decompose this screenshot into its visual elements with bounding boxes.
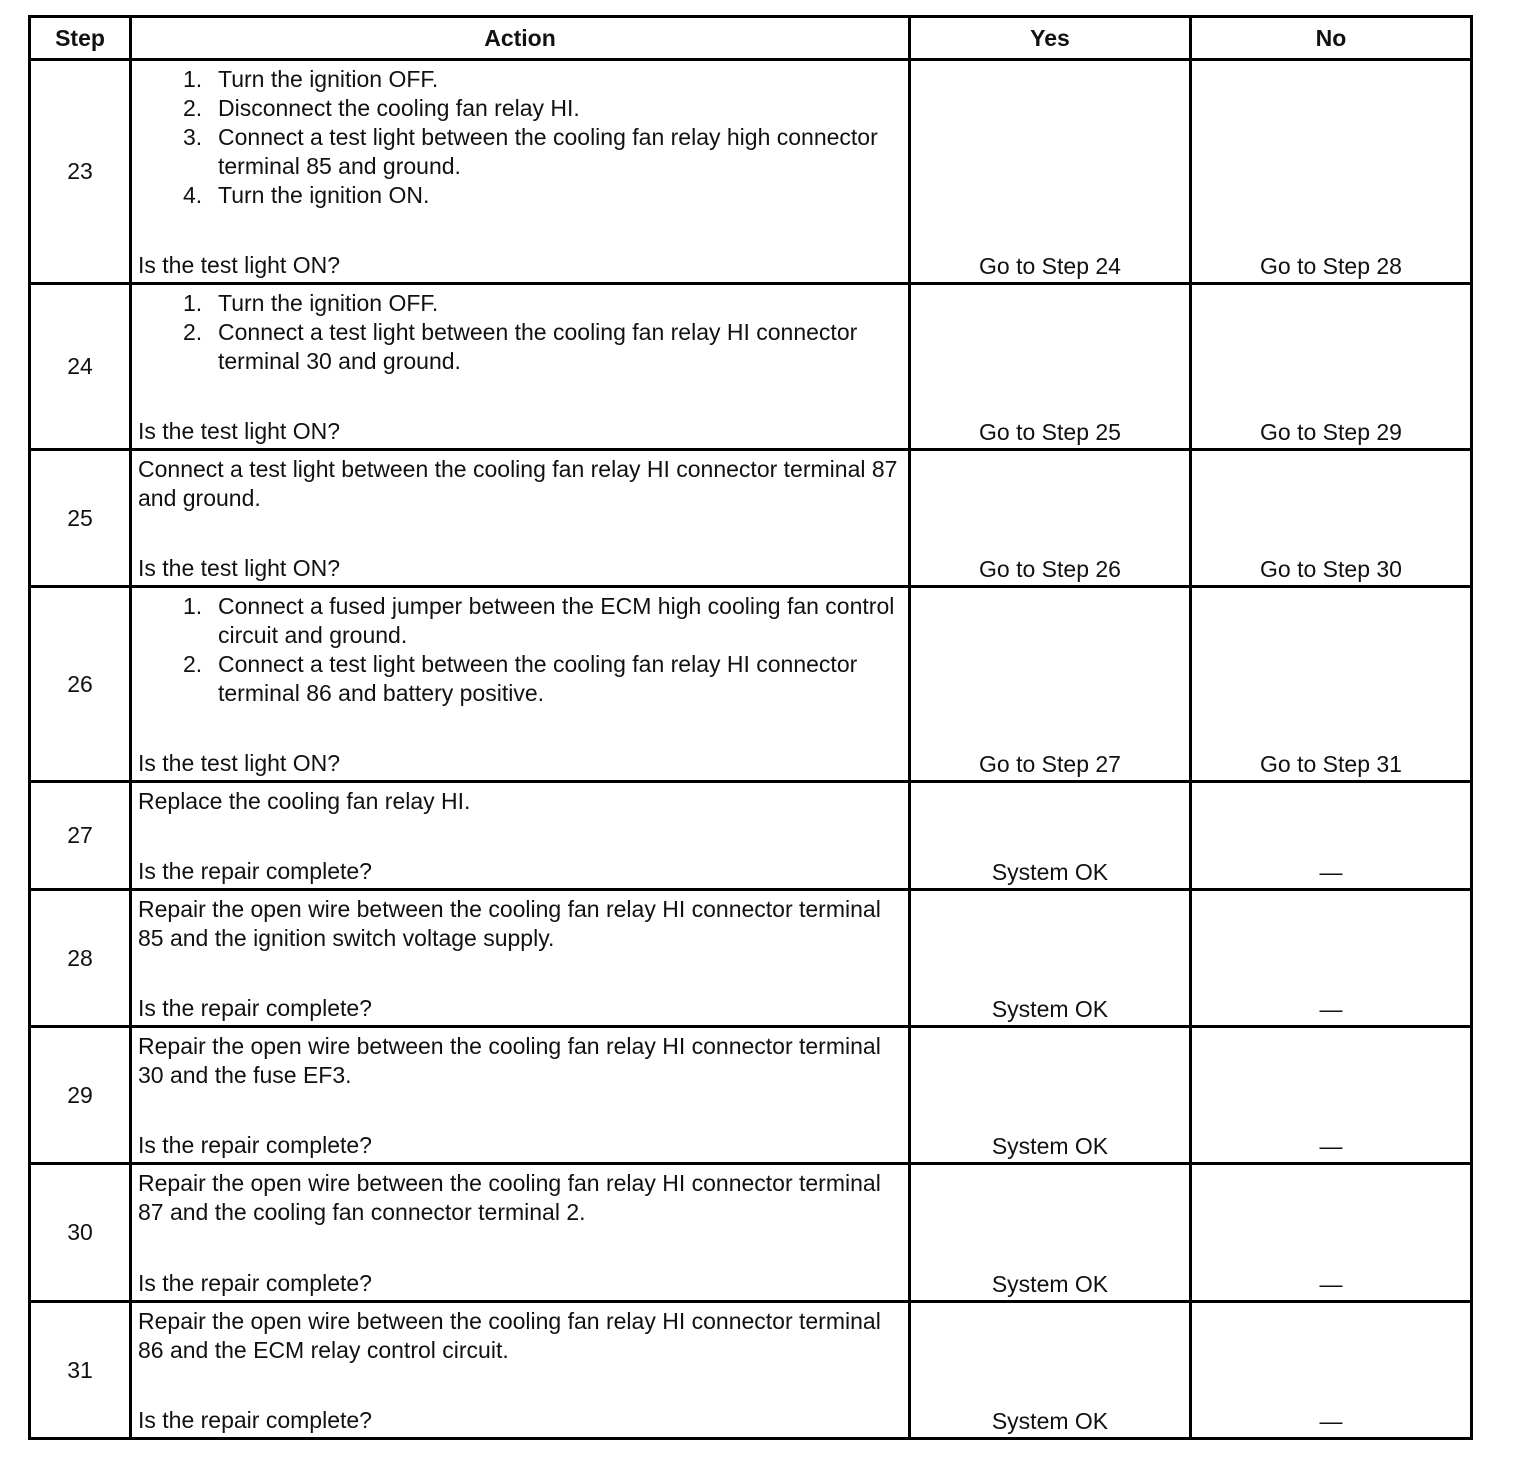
action-question: Is the repair complete?: [138, 1132, 372, 1158]
action-cell: [131, 1164, 910, 1302]
table-row: [30, 587, 1472, 782]
table-body: [30, 60, 1472, 1439]
step-number: 26: [30, 587, 131, 782]
action-steps-list: [138, 65, 902, 210]
action-question: Is the test light ON?: [138, 750, 340, 776]
yes-result: System OK: [910, 1302, 1191, 1439]
action-question: Is the repair complete?: [138, 858, 372, 884]
action-question: Is the test light ON?: [138, 252, 340, 278]
action-cell: [131, 587, 910, 782]
header-step: Step: [30, 17, 131, 60]
action-cell: [131, 450, 910, 587]
step-number: 28: [30, 890, 131, 1027]
action-steps-list: [138, 592, 902, 708]
step-number: 31: [30, 1302, 131, 1439]
list-item-number: 1.: [183, 66, 203, 92]
action-text: Repair the open wire between the cooling fan relay HI connector terminal 30 and the fuse EF3.: [138, 1033, 881, 1088]
action-cell: [131, 782, 910, 890]
table-row: [30, 284, 1472, 450]
list-item: [138, 650, 902, 708]
table-row: [30, 1302, 1472, 1439]
diagnostic-table-container: [28, 15, 1470, 1440]
list-item-text: Turn the ignition OFF.: [218, 66, 439, 92]
list-item-text: Turn the ignition OFF.: [218, 290, 439, 316]
no-result: —: [1191, 1164, 1472, 1302]
list-item-number: 3.: [183, 124, 203, 150]
action-text: Repair the open wire between the cooling fan relay HI connector terminal 85 and the ignition switch voltage supply.: [138, 896, 881, 951]
step-number: 25: [30, 450, 131, 587]
no-result: —: [1191, 782, 1472, 890]
no-result: Go to Step 31: [1191, 587, 1472, 782]
step-number: 24: [30, 284, 131, 450]
list-item-text: Connect a test light between the cooling fan relay HI connector terminal 30 and ground.: [218, 319, 858, 374]
step-number: 27: [30, 782, 131, 890]
yes-result: System OK: [910, 782, 1191, 890]
list-item-text: Turn the ignition ON.: [218, 182, 430, 208]
action-text: Replace the cooling fan relay HI.: [138, 788, 471, 814]
list-item: [138, 123, 902, 181]
action-question: Is the repair complete?: [138, 1407, 372, 1433]
table-row: [30, 1164, 1472, 1302]
list-item: [138, 181, 902, 210]
no-result: —: [1191, 890, 1472, 1027]
no-result: Go to Step 30: [1191, 450, 1472, 587]
table-row: [30, 450, 1472, 587]
header-yes: Yes: [910, 17, 1191, 60]
action-question: Is the repair complete?: [138, 995, 372, 1021]
table-row: [30, 1027, 1472, 1164]
action-text: Connect a test light between the cooling fan relay HI connector terminal 87 and ground.: [138, 456, 898, 511]
list-item-text: Connect a test light between the cooling fan relay high connector terminal 85 and ground.: [218, 124, 878, 179]
yes-result: System OK: [910, 890, 1191, 1027]
table-row: [30, 782, 1472, 890]
yes-result: System OK: [910, 1164, 1191, 1302]
list-item-text: Connect a fused jumper between the ECM high cooling fan control circuit and ground.: [218, 593, 895, 648]
action-cell: [131, 1302, 910, 1439]
list-item-number: 1.: [183, 290, 203, 316]
step-number: 29: [30, 1027, 131, 1164]
action-text: Repair the open wire between the cooling fan relay HI connector terminal 87 and the cooling fan connector terminal 2.: [138, 1170, 881, 1225]
action-question: Is the test light ON?: [138, 418, 340, 444]
list-item: [138, 94, 902, 123]
list-item: [138, 65, 902, 94]
step-number: 23: [30, 60, 131, 284]
list-item-text: Connect a test light between the cooling fan relay HI connector terminal 86 and battery positive.: [218, 651, 858, 706]
table-row: [30, 890, 1472, 1027]
action-cell: [131, 284, 910, 450]
list-item-text: Disconnect the cooling fan relay HI.: [218, 95, 580, 121]
list-item-number: 2.: [183, 319, 203, 345]
action-text: Repair the open wire between the cooling fan relay HI connector terminal 86 and the ECM relay control circuit.: [138, 1308, 881, 1363]
no-result: —: [1191, 1027, 1472, 1164]
yes-result: Go to Step 25: [910, 284, 1191, 450]
yes-result: Go to Step 24: [910, 60, 1191, 284]
action-question: Is the repair complete?: [138, 1270, 372, 1296]
header-action: Action: [131, 17, 910, 60]
list-item-number: 2.: [183, 651, 203, 677]
no-result: Go to Step 28: [1191, 60, 1472, 284]
action-cell: [131, 1027, 910, 1164]
list-item-number: 2.: [183, 95, 203, 121]
list-item: [138, 289, 902, 318]
action-steps-list: [138, 289, 902, 376]
action-cell: [131, 60, 910, 284]
no-result: —: [1191, 1302, 1472, 1439]
no-result: Go to Step 29: [1191, 284, 1472, 450]
step-number: 30: [30, 1164, 131, 1302]
action-cell: [131, 890, 910, 1027]
list-item-number: 1.: [183, 593, 203, 619]
list-item: [138, 592, 902, 650]
yes-result: Go to Step 26: [910, 450, 1191, 587]
action-question: Is the test light ON?: [138, 555, 340, 581]
header-row: [30, 17, 1472, 60]
diagnostic-table: [28, 15, 1473, 1440]
yes-result: Go to Step 27: [910, 587, 1191, 782]
table-row: [30, 60, 1472, 284]
list-item-number: 4.: [183, 182, 203, 208]
list-item: [138, 318, 902, 376]
yes-result: System OK: [910, 1027, 1191, 1164]
header-no: No: [1191, 17, 1472, 60]
